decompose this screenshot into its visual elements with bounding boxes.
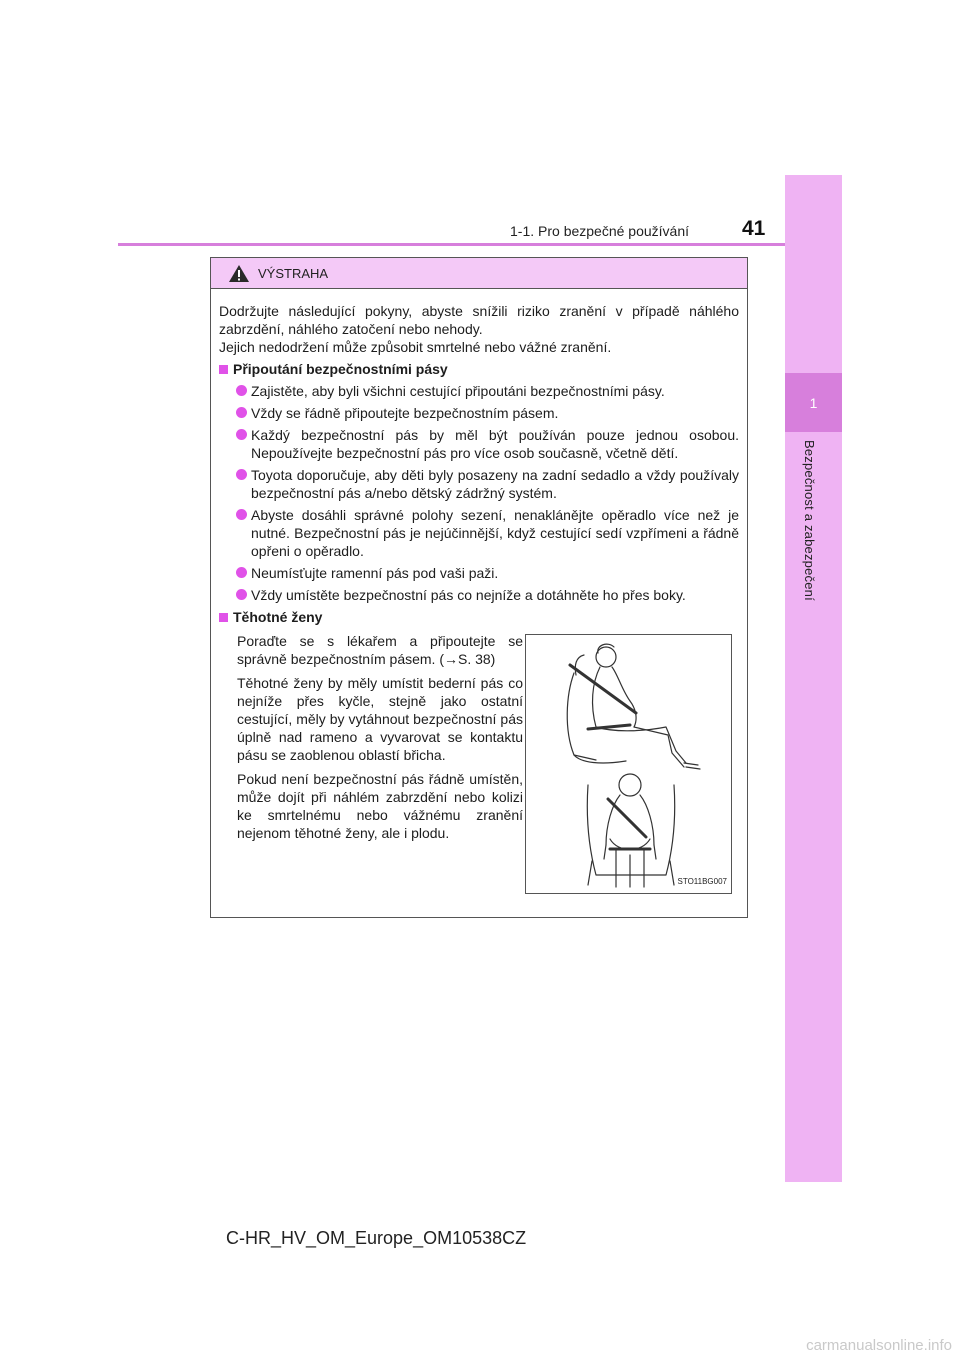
- pregnancy-section: [219, 632, 739, 902]
- intro-paragraph: Jejich nedodržení může způsobit smrtelné nebo vážné zranění.: [219, 339, 612, 355]
- pregnancy-paragraph: Těhotné ženy by měly umístit bederní pás co nejníže přes kyčle, stejně jako ostatní cestující, měly by vytáhnout bezpečnostní pás úplně nad rameno a vyvarovat se kontaktu pásu se zaoblenou oblastí břicha.: [237, 675, 523, 763]
- list-item-text: Neumísťujte ramenní pás pod vaši paži.: [251, 565, 499, 581]
- warning-title: VÝSTRAHA: [258, 265, 329, 281]
- list-item: [232, 426, 739, 462]
- illustration-code: STO11BG007: [677, 877, 727, 886]
- list-item: [232, 382, 739, 400]
- list-item-text: Vždy umístěte bezpečnostní pás co nejníže a dotáhněte ho přes boky.: [251, 587, 686, 603]
- list-item-text: Vždy se řádně připoutejte bezpečnostním pásem.: [251, 405, 559, 421]
- warning-intro: [219, 302, 739, 356]
- list-item-text: Toyota doporučuje, aby děti byly posazeny na zadní sedadlo a vždy používaly bezpečnostní pás a/nebo dětský zádržný systém.: [251, 467, 739, 501]
- list-item: [232, 404, 739, 422]
- warning-triangle-icon: [228, 264, 250, 283]
- seatbelt-list: [219, 382, 739, 604]
- circle-bullet-icon: [236, 469, 247, 480]
- section-heading-label: Těhotné ženy: [233, 609, 323, 625]
- section-heading-seatbelts: [219, 360, 739, 378]
- section-title: 1-1. Pro bezpečné používání: [510, 223, 690, 239]
- list-item-text: Abyste dosáhli správné polohy sezení, nenaklánějte opěradlo více než je nutné. Bezpečnostní pás je nejúčinnější, když cestující sedí vzpřímeni a řádně opřeni o opěradlo.: [251, 507, 739, 559]
- pregnancy-paragraph: Poraďte se s lékařem a připoutejte se správně bezpečnostním pásem. (→S. 38): [237, 633, 523, 667]
- page-number: 41: [742, 217, 766, 240]
- warning-body: [211, 289, 747, 902]
- side-tab: [785, 175, 842, 1182]
- circle-bullet-icon: [236, 589, 247, 600]
- list-item: [232, 506, 739, 560]
- chapter-number-badge: 1: [785, 373, 842, 432]
- list-item: [232, 466, 739, 502]
- list-item: [232, 564, 739, 582]
- pregnancy-text: [237, 632, 523, 848]
- section-heading-pregnant: [219, 608, 739, 626]
- document-code: C-HR_HV_OM_Europe_OM10538CZ: [226, 1228, 527, 1248]
- circle-bullet-icon: [236, 407, 247, 418]
- pregnant-woman-seatbelt-illustration: [526, 635, 731, 893]
- watermark: carmanualsonline.info: [806, 1337, 952, 1354]
- pregnancy-paragraph: Pokud není bezpečnostní pás řádně umístěn, může dojít při náhlém zabrzdění nebo kolizi ke smrtelnému nebo vážnému zranění nejenom těhotné ženy, ale i plodu.: [237, 771, 523, 841]
- square-bullet-icon: [219, 365, 228, 374]
- square-bullet-icon: [219, 613, 228, 622]
- circle-bullet-icon: [236, 567, 247, 578]
- header-rule: [118, 243, 785, 246]
- section-heading-label: Připoutání bezpečnostními pásy: [233, 361, 448, 377]
- list-item: [232, 586, 739, 604]
- circle-bullet-icon: [236, 385, 247, 396]
- intro-paragraph: Dodržujte následující pokyny, abyste snížili riziko zranění v případě náhlého zabrzdění, náhlého zatočení nebo nehody.: [219, 303, 739, 337]
- warning-header: [211, 258, 747, 289]
- chapter-label: Bezpečnost a zabezpečení: [802, 440, 817, 601]
- warning-box: [210, 257, 748, 918]
- circle-bullet-icon: [236, 429, 247, 440]
- list-item-text: Každý bezpečnostní pás by měl být používán pouze jednou osobou. Nepoužívejte bezpečnostní pás pro více osob současně, včetně dětí.: [251, 427, 739, 461]
- circle-bullet-icon: [236, 509, 247, 520]
- list-item-text: Zajistěte, aby byli všichni cestující připoutáni bezpečnostními pásy.: [251, 383, 665, 399]
- seatbelt-illustration: [525, 634, 732, 894]
